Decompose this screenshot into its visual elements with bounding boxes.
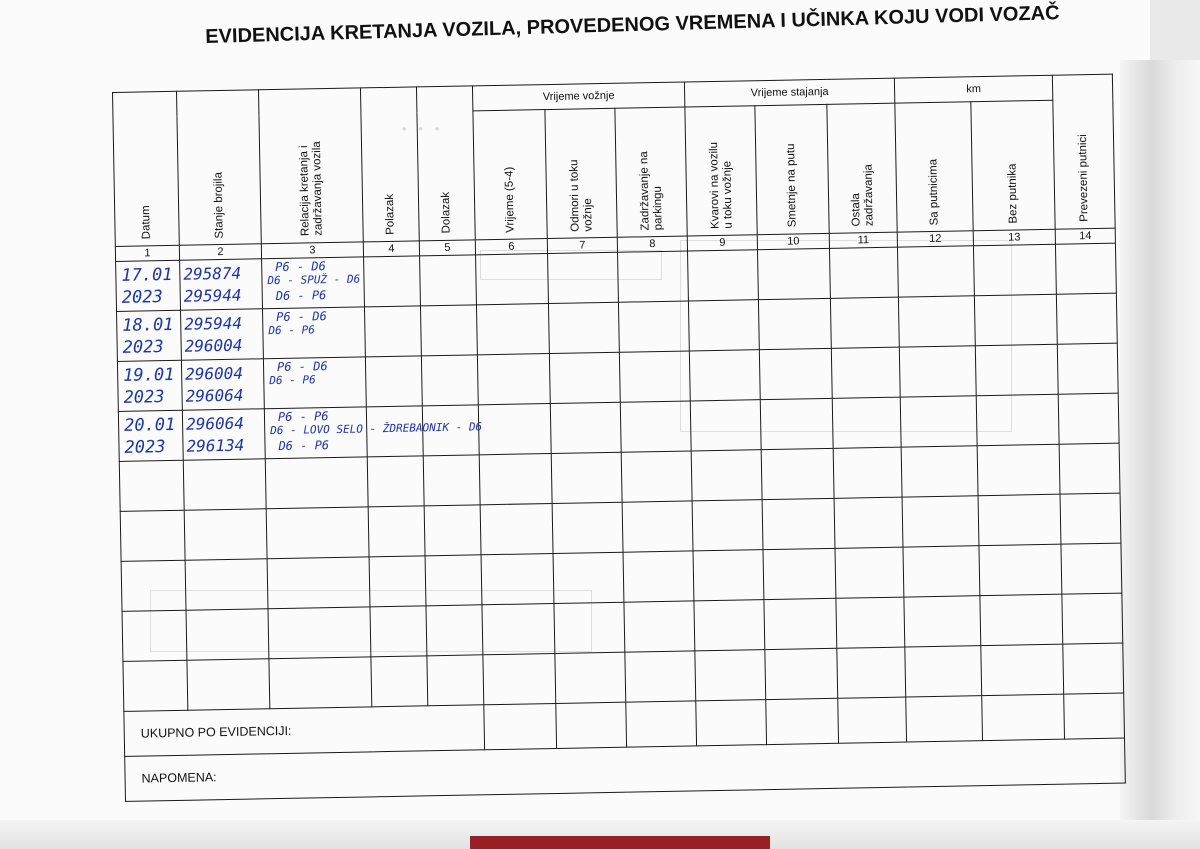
total-cell[interactable] bbox=[906, 696, 983, 742]
table-cell[interactable] bbox=[979, 544, 1062, 595]
table-cell[interactable] bbox=[420, 305, 477, 356]
table-cell[interactable] bbox=[186, 609, 269, 660]
table-cell[interactable] bbox=[423, 455, 480, 506]
col-header-label: Smetnje na putu bbox=[785, 143, 799, 228]
table-cell[interactable] bbox=[478, 404, 551, 455]
red-cover-edge bbox=[470, 836, 770, 849]
handwritten-date-day: 19.01 bbox=[123, 364, 175, 386]
total-cell[interactable] bbox=[484, 703, 557, 749]
table-cell[interactable] bbox=[1062, 593, 1123, 644]
table-cell[interactable] bbox=[758, 298, 831, 349]
col-header-label: Sa putnicima bbox=[927, 158, 941, 226]
col-header-label: Bez putnika bbox=[1006, 163, 1020, 224]
total-cell[interactable] bbox=[982, 694, 1065, 740]
table-cell[interactable] bbox=[975, 344, 1058, 395]
table-cell[interactable] bbox=[1056, 293, 1117, 344]
table-cell[interactable] bbox=[905, 646, 982, 697]
table-cell[interactable] bbox=[620, 401, 691, 452]
col-header-label: Datum bbox=[140, 205, 153, 240]
table-cell[interactable] bbox=[369, 556, 426, 607]
table-cell[interactable] bbox=[1059, 443, 1120, 494]
handwritten-date-day: 17.01 bbox=[121, 264, 173, 286]
handwritten-route-line-1: P6 - D6 bbox=[275, 259, 326, 275]
handwritten-route-line-2: D6 - SPUŽ - D6 bbox=[267, 272, 361, 288]
table-cell[interactable] bbox=[364, 256, 421, 307]
table-cell[interactable] bbox=[690, 400, 761, 451]
table-cell[interactable] bbox=[554, 602, 625, 653]
table-cell[interactable] bbox=[981, 644, 1064, 695]
table-cell[interactable] bbox=[831, 347, 900, 398]
table-cell[interactable] bbox=[830, 297, 899, 348]
table-cell[interactable] bbox=[689, 350, 760, 401]
table-cell[interactable] bbox=[832, 397, 901, 448]
table-cell[interactable] bbox=[763, 548, 836, 599]
table-cell[interactable] bbox=[694, 600, 765, 651]
handwritten-odometer-start: 295944 bbox=[184, 313, 243, 334]
total-cell[interactable] bbox=[1064, 693, 1125, 739]
table-cell[interactable] bbox=[903, 546, 980, 597]
col-header-8 bbox=[615, 107, 687, 237]
table-cell[interactable] bbox=[1056, 243, 1117, 294]
table-cell[interactable] bbox=[692, 500, 763, 551]
handwritten-date-day: 20.01 bbox=[123, 414, 176, 436]
table-cell[interactable] bbox=[483, 653, 556, 704]
table-cell[interactable] bbox=[426, 605, 483, 656]
col-header-label: Odmori u toku vožnje bbox=[567, 159, 595, 232]
page-stack-edge bbox=[1120, 60, 1200, 820]
table-cell[interactable] bbox=[425, 555, 482, 606]
table-cell[interactable] bbox=[625, 651, 696, 702]
table-cell[interactable] bbox=[424, 505, 481, 556]
table-cell[interactable] bbox=[550, 402, 621, 453]
table-cell[interactable] bbox=[834, 497, 903, 548]
table-cell[interactable] bbox=[123, 660, 188, 711]
table-cell[interactable] bbox=[835, 547, 904, 598]
handwritten-route-line-1: P6 - P6 bbox=[277, 409, 329, 425]
handwritten-date-year: 2023 bbox=[121, 287, 163, 308]
table-cell[interactable] bbox=[898, 246, 975, 297]
col-number: 2 bbox=[179, 244, 261, 261]
col-number: 4 bbox=[363, 241, 419, 257]
col-number: 1 bbox=[115, 245, 179, 261]
col-header-label: Prevezeni putnici bbox=[1077, 134, 1091, 223]
table-cell[interactable] bbox=[1061, 543, 1122, 594]
table-cell[interactable] bbox=[365, 356, 422, 407]
handwritten-odometer-end: 296064 bbox=[185, 385, 244, 406]
table-cell[interactable] bbox=[427, 655, 484, 706]
handwritten-date-year: 2023 bbox=[123, 387, 165, 408]
handwritten-route-line-2: D6 - P6 bbox=[269, 373, 316, 388]
table-cell[interactable] bbox=[691, 450, 762, 501]
group-header-stop-time: Vrijeme stajanja bbox=[684, 78, 894, 107]
table-cell[interactable] bbox=[370, 606, 427, 657]
col-header-14 bbox=[1052, 74, 1115, 229]
table-cell[interactable] bbox=[900, 396, 977, 447]
table-cell[interactable] bbox=[1058, 393, 1119, 444]
table-cell[interactable] bbox=[551, 452, 622, 503]
table-cell[interactable] bbox=[898, 296, 975, 347]
table-cell[interactable] bbox=[760, 398, 833, 449]
table-cell[interactable] bbox=[1057, 343, 1118, 394]
col-number: 13 bbox=[973, 229, 1055, 246]
col-header-label: Vrijeme (5-4) bbox=[503, 166, 517, 233]
table-cell[interactable] bbox=[371, 656, 428, 707]
total-cell[interactable] bbox=[696, 700, 767, 746]
table-cell[interactable] bbox=[555, 652, 626, 703]
table-cell[interactable] bbox=[624, 601, 695, 652]
table-cell[interactable] bbox=[833, 447, 902, 498]
col-header-3 bbox=[258, 88, 363, 244]
col-header-9 bbox=[685, 106, 757, 236]
table-cell[interactable] bbox=[420, 255, 477, 306]
col-header-11 bbox=[827, 103, 897, 233]
table-cell[interactable] bbox=[552, 502, 623, 553]
col-number: 9 bbox=[687, 235, 757, 251]
table-cell[interactable] bbox=[553, 552, 624, 603]
table-cell[interactable] bbox=[762, 498, 835, 549]
table-cell[interactable] bbox=[899, 346, 976, 397]
total-label: UKUPNO PO EVIDENCIJI: bbox=[124, 705, 485, 757]
table-cell[interactable] bbox=[695, 650, 766, 701]
table-cell[interactable] bbox=[976, 394, 1059, 445]
col-header-13 bbox=[971, 100, 1055, 230]
table-cell[interactable] bbox=[1060, 493, 1121, 544]
table-cell[interactable] bbox=[481, 553, 554, 604]
col-header-label: Ostala zadržavanja bbox=[849, 164, 876, 227]
table-cell[interactable] bbox=[758, 248, 831, 299]
table-cell[interactable] bbox=[902, 496, 979, 547]
total-cell[interactable] bbox=[626, 701, 697, 747]
table-cell[interactable] bbox=[269, 657, 372, 709]
table-cell[interactable] bbox=[548, 252, 619, 303]
col-number: 12 bbox=[897, 231, 973, 247]
table-cell[interactable] bbox=[364, 306, 421, 357]
table-cell[interactable] bbox=[479, 454, 552, 505]
table-cell[interactable] bbox=[836, 597, 905, 648]
table-cell[interactable] bbox=[688, 300, 759, 351]
table-cell[interactable] bbox=[187, 659, 270, 710]
handwritten-odometer-start: 296064 bbox=[185, 413, 245, 434]
col-header-2 bbox=[176, 90, 261, 245]
table-cell[interactable] bbox=[548, 302, 619, 353]
table-cell[interactable] bbox=[1063, 643, 1124, 694]
col-header-label: Dolazak bbox=[439, 192, 453, 235]
table-cell[interactable] bbox=[765, 648, 838, 699]
table-cell[interactable] bbox=[482, 603, 555, 654]
col-header-4 bbox=[360, 87, 419, 242]
col-header-1 bbox=[113, 91, 180, 246]
page-title: EVIDENCIJA KRETANJA VOZILA, PROVEDENOG VREMENA I UČINKA KOJU VODI VOZAČ bbox=[205, 2, 1060, 48]
col-header-10 bbox=[755, 104, 829, 234]
table-cell[interactable] bbox=[122, 610, 187, 661]
col-number: 11 bbox=[829, 232, 897, 248]
table-cell[interactable] bbox=[265, 457, 368, 509]
table-cell[interactable] bbox=[978, 494, 1061, 545]
group-header-km: km bbox=[894, 75, 1052, 103]
handwritten-route-line-2: D6 - P6 bbox=[268, 323, 315, 338]
col-number: 10 bbox=[757, 233, 829, 249]
table-cell[interactable] bbox=[759, 348, 832, 399]
table-cell[interactable] bbox=[618, 301, 689, 352]
table-cell[interactable] bbox=[549, 352, 620, 403]
table-cell[interactable] bbox=[980, 594, 1063, 645]
table-cell[interactable] bbox=[267, 557, 370, 609]
table-cell[interactable] bbox=[977, 444, 1060, 495]
col-header-label: Zadržavanje na parkingu bbox=[637, 150, 665, 231]
col-header-label: Kvarovi na vozilu u toku vožnje bbox=[707, 141, 735, 230]
col-number: 3 bbox=[261, 242, 363, 259]
table-cell[interactable] bbox=[974, 294, 1057, 345]
table-body bbox=[116, 243, 1124, 711]
col-header-label: Polazak bbox=[383, 193, 397, 236]
table-cell[interactable] bbox=[476, 254, 549, 305]
handwritten-odometer-end: 295944 bbox=[183, 285, 242, 306]
table-cell[interactable] bbox=[830, 247, 899, 298]
table-cell[interactable] bbox=[764, 598, 837, 649]
handwritten-date-year: 2023 bbox=[122, 337, 164, 358]
table-cell[interactable] bbox=[621, 451, 692, 502]
col-header-label: Stanje brojila bbox=[212, 171, 226, 239]
vehicle-log-table bbox=[112, 74, 1125, 784]
handwritten-odometer-end: 296134 bbox=[186, 435, 245, 456]
table-cell[interactable] bbox=[421, 355, 478, 406]
handwritten-date-day: 18.01 bbox=[122, 314, 174, 336]
table-cell[interactable] bbox=[184, 509, 267, 560]
col-header-6 bbox=[473, 110, 547, 240]
table-cell[interactable] bbox=[618, 251, 689, 302]
group-header-driving-time: Vrijeme vožnje bbox=[472, 82, 684, 111]
table-cell[interactable] bbox=[761, 448, 834, 499]
table-cell[interactable] bbox=[476, 304, 549, 355]
table-cell[interactable] bbox=[119, 460, 184, 511]
table-cell[interactable] bbox=[266, 507, 369, 559]
handwritten-route-line-3: D6 - P6 bbox=[278, 438, 330, 454]
table-cell[interactable] bbox=[367, 456, 424, 507]
table-cell[interactable] bbox=[623, 551, 694, 602]
col-number: 14 bbox=[1055, 228, 1115, 244]
table-cell[interactable] bbox=[688, 250, 759, 301]
table-cell[interactable] bbox=[837, 647, 906, 698]
table-cell[interactable] bbox=[974, 244, 1057, 295]
col-header-label: Relacija kretanja i zadržavanja vozila bbox=[297, 141, 325, 237]
col-number: 7 bbox=[547, 237, 617, 253]
note-label: NAPOMENA: bbox=[125, 738, 1126, 801]
col-number: 8 bbox=[617, 236, 687, 252]
table-cell[interactable] bbox=[268, 607, 371, 659]
col-header-5 bbox=[416, 86, 475, 241]
table-cell[interactable] bbox=[619, 351, 690, 402]
handwritten-route-line-2: D6 - LOVO SELO - ŽDREBAONIK - D6 bbox=[270, 420, 483, 438]
col-header-7 bbox=[545, 108, 617, 238]
table-cell[interactable] bbox=[183, 459, 266, 510]
table-cell[interactable] bbox=[622, 501, 693, 552]
col-number: 5 bbox=[419, 240, 475, 256]
handwritten-odometer-start: 296004 bbox=[185, 363, 244, 384]
total-cell[interactable] bbox=[766, 698, 839, 744]
table-cell[interactable] bbox=[480, 504, 553, 555]
table-cell[interactable] bbox=[368, 506, 425, 557]
handwritten-route-line-1: P6 - D6 bbox=[276, 359, 328, 375]
table-cell[interactable] bbox=[904, 596, 981, 647]
bleed-through-writing: · · · bbox=[400, 115, 442, 145]
handwritten-route-line-3: D6 - P6 bbox=[275, 288, 327, 304]
total-cell[interactable] bbox=[556, 702, 627, 748]
table-cell[interactable] bbox=[120, 510, 185, 561]
col-number: 6 bbox=[475, 239, 547, 255]
col-header-12 bbox=[895, 102, 973, 232]
table-cell[interactable] bbox=[185, 559, 268, 610]
table-cell[interactable] bbox=[693, 550, 764, 601]
total-cell[interactable] bbox=[838, 697, 907, 743]
table-cell[interactable] bbox=[477, 354, 550, 405]
handwritten-date-year: 2023 bbox=[124, 437, 166, 458]
handwritten-odometer-start: 295874 bbox=[183, 263, 242, 284]
table-cell[interactable] bbox=[901, 446, 978, 497]
handwritten-odometer-end: 296004 bbox=[184, 335, 243, 356]
table-cell[interactable] bbox=[121, 560, 186, 611]
handwritten-route-line-1: P6 - D6 bbox=[276, 309, 327, 325]
